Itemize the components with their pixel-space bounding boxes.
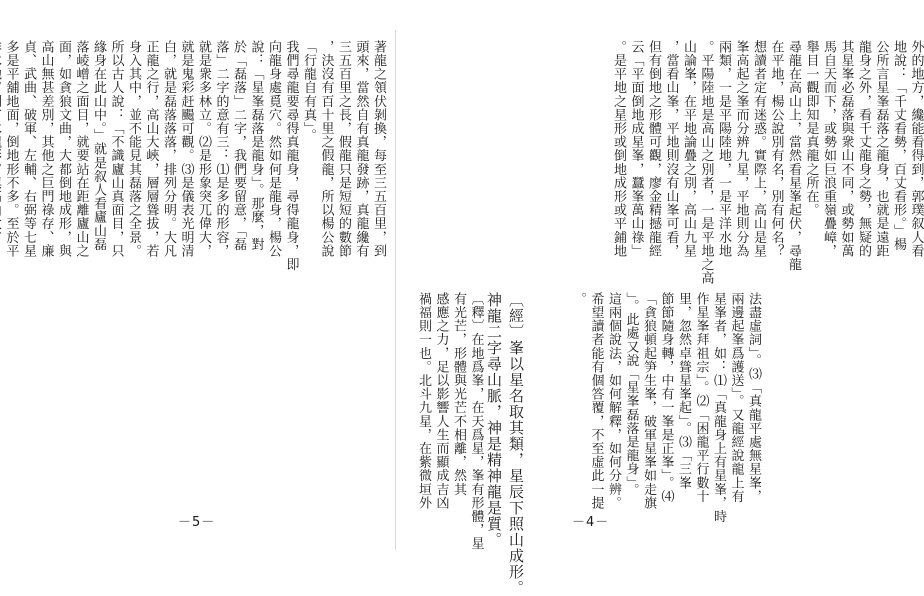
- text-column: 。是平地之星形或倒地成形或平鋪地: [611, 40, 626, 258]
- text-column: ，當看山峯，平地則沒有山峯可看，: [663, 40, 679, 258]
- text-column: 兩邊起峯爲護送」。又龍經說龍上有: [728, 292, 744, 504]
- text-column: 云「平面倒地成星峯，蠶峯萬山祿」: [628, 40, 644, 258]
- text-column: 。: [571, 292, 586, 306]
- text-column: 向龍身處覓穴。然如何是龍身，楊公: [266, 40, 281, 258]
- text-column: 峯高起之峯而分辨九星，平地則分為: [733, 40, 749, 258]
- commentary-column: 禍福則一也。北斗九星，在紫微垣外: [416, 292, 431, 510]
- text-column: 緣身在此山中。」就是叙人看廬山磊: [91, 40, 106, 252]
- text-column: 。平陽陸地是高山之別者，一是平地之高: [698, 40, 714, 285]
- text-column: 尋龍在高山上，當然看星峯起伏，尋龍: [786, 40, 801, 272]
- text-column: 馬自天而下，或勢如巨浪重嶺疊嶂，: [821, 40, 836, 258]
- text-column: 頭來，當然自有真龍發跡，真龍纔有: [353, 40, 369, 258]
- text-column: 法盡虛詞」。⑶「真龍平處無星峯，: [746, 292, 761, 504]
- text-column: 高山無甚差別，其他之巨門祿存、廉: [38, 40, 54, 258]
- text-column: ，決沒有百十里之假龍，所以楊公說: [318, 40, 334, 258]
- left-page-text: [3, 40, 386, 500]
- commentary-column: 有光芒，形體與光芒不相離，然其: [451, 292, 466, 496]
- text-column: 兩類，一是平陽陸地，一是平洋水地: [716, 40, 731, 258]
- commentary-column: 感應之力，足以影響人生而顯成吉凶: [433, 292, 449, 510]
- page-number-right: －4－: [572, 515, 610, 530]
- text-column: 落」二字的意有三：⑴是多的形容，: [213, 40, 229, 258]
- text-column: 「貪狼頓起笋生峯，破軍星峯如走旗: [641, 292, 656, 510]
- text-column: 節節隨身轉，中有一峯是正峯」。⑷: [658, 292, 674, 504]
- text-column: 白，就是磊落落落，排列分明。大凡: [161, 40, 176, 258]
- text-column: 就是衆多林立。⑵是形象突兀偉大，: [196, 40, 211, 258]
- text-column: 山論峯，在平地論疊之別，高山九星: [681, 40, 696, 258]
- right-page: [396, 0, 924, 596]
- left-page: [0, 0, 396, 566]
- text-column: 但有倒地之形體可觀，廖金精撼龍經: [646, 40, 661, 258]
- text-column: 「行龍自有真」。: [301, 40, 316, 143]
- text-column: 舉目一觀即知是真龍之所在。: [803, 40, 819, 217]
- text-column: 」。此處又說「星峯磊落是龍身」。: [623, 292, 639, 497]
- text-column: 希望讀者能有個答覆，不至虛此一提: [588, 292, 604, 510]
- text-column: 貞、武曲、破軍、左輔、右弼等七星: [21, 40, 36, 258]
- text-column: 所以古人說：「不識廬山真面目，只: [108, 40, 124, 258]
- text-column: 作星峯拜祖宗」。⑵「困龍平行數十: [693, 292, 709, 504]
- verse-column: 〔經〕峯以星名取其類，星辰下照山成形。: [507, 292, 525, 596]
- text-column: 公所言星峯磊落之龍身，也就是遠距: [873, 40, 889, 258]
- text-column: 想讀者定有迷惑。實際上，高山是星: [751, 40, 766, 258]
- text-column: 這兩個說法，如何解釋，如何分辨。: [606, 292, 621, 510]
- text-column: 落崚嶒之面目，就要站在距離廬山之: [73, 40, 89, 258]
- text-column: 正龍之行，高山大峽，層層聳拔，若: [143, 40, 159, 258]
- text-column: 多是平舖地面，倒地形不多。至於平: [3, 40, 19, 258]
- right-page-lower-text: [571, 292, 761, 524]
- text-column: 三五百里之長，假龍只是短短的數節: [336, 40, 351, 258]
- verse-commentary: [416, 292, 484, 551]
- text-column: 身入其中，並不能見其磊落之全景。: [126, 40, 141, 258]
- text-column: 於「磊落」二字，我們要留意，「磊: [231, 40, 246, 252]
- commentary-column: 〔釋〕在地爲峯，在天爲星，峯有形體，星: [468, 292, 484, 551]
- page-number-left: －5－: [178, 515, 216, 530]
- text-column: 龍身之外，看千丈龍身之勢，無疑的: [856, 40, 871, 258]
- text-column: 就是鬼彩赶颺可觀。⑶是儀表光明清: [178, 40, 194, 258]
- text-column: 外的地方，纔能看得到，郭璞叙人看: [908, 40, 924, 258]
- text-column: 說：「星峯磊落是龍身」。那麼，對: [248, 40, 264, 252]
- text-column: 我們尋龍要尋得真龍身，尋得龍身，即: [283, 40, 299, 272]
- text-column: 面，如貪狼文曲，大都倒地成形，與: [56, 40, 71, 258]
- text-column: 里，忽然卓聳星峯起」。⑶「三峯: [676, 292, 691, 490]
- text-column: 在平地，楊公說別有名，別有何名？: [768, 40, 784, 258]
- text-column: 其星峯必磊落與衆山不同，或勢如萬: [838, 40, 854, 258]
- text-column: 著龍之領伏剝換，每至三五百里，到: [371, 40, 386, 258]
- text-column: 地說：「千丈看勢，百丈看形。」楊: [891, 40, 906, 252]
- classic-verse: [485, 292, 525, 596]
- verse-column: 神龍二字尋山脈，神是精神龍是質。: [485, 292, 503, 548]
- text-column: 星峯者，如：⑴「真龍身上有星峯，時: [711, 292, 726, 524]
